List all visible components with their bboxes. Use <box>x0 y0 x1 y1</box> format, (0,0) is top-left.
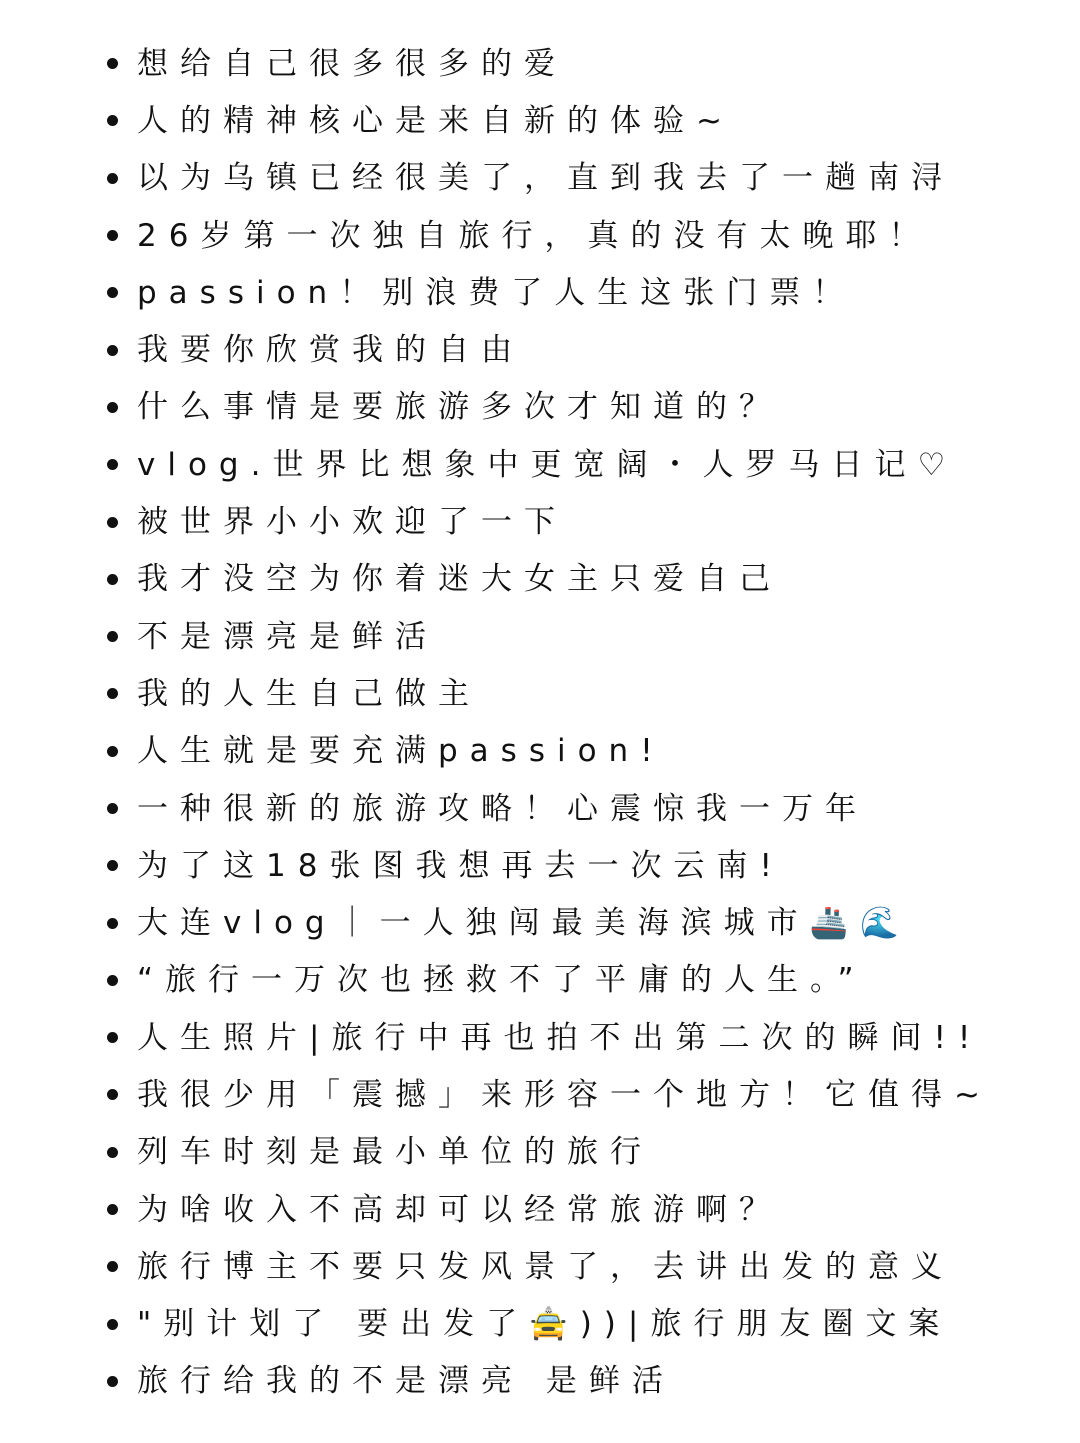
list-item <box>100 1009 1050 1066</box>
list-item <box>100 493 1050 550</box>
bullet-icon <box>107 230 118 241</box>
list-item-text: 为了这18张图我想再去一次云南! <box>137 847 784 884</box>
bullet-icon <box>107 345 118 356</box>
list-item-text: 大连vlog｜一人独闯最美海滨城市🚢🌊 <box>137 905 911 942</box>
bullet-icon <box>107 1089 118 1100</box>
list-item-text: 人生照片|旅行中再也拍不出第二次的瞬间!! <box>137 1019 983 1056</box>
list-item-text: 被世界小小欢迎了一下 <box>137 504 567 541</box>
list-item <box>100 608 1050 665</box>
list-item-text: 我要你欣赏我的自由 <box>137 332 524 369</box>
list-item-text: 想给自己很多很多的爱 <box>137 45 567 82</box>
list-item <box>100 321 1050 378</box>
list-item-text: 列车时刻是最小单位的旅行 <box>137 1134 653 1171</box>
list-item <box>100 207 1050 264</box>
bullet-icon <box>107 517 118 528</box>
list-item-text: 我的人生自己做主 <box>137 675 481 712</box>
bullet-icon <box>107 1204 118 1215</box>
list-item-text: 旅行给我的不是漂亮 是鲜活 <box>137 1363 675 1400</box>
title-list <box>100 35 1050 1410</box>
list-item <box>100 723 1050 780</box>
bullet-icon <box>107 918 118 929</box>
list-item <box>100 264 1050 321</box>
bullet-icon <box>107 402 118 413</box>
list-item <box>100 92 1050 149</box>
list-item-text: "别计划了 要出发了🚖))|旅行朋友圈文案 <box>137 1306 952 1343</box>
list-item <box>100 1066 1050 1123</box>
list-item-text: 26岁第一次独自旅行，真的没有太晚耶！ <box>137 217 932 254</box>
list-item <box>100 894 1050 951</box>
list-item <box>100 837 1050 894</box>
list-item-text: 我才没空为你着迷大女主只爱自己 <box>137 561 782 598</box>
list-item <box>100 1353 1050 1410</box>
bullet-icon <box>107 1319 118 1330</box>
list-item <box>100 1238 1050 1295</box>
list-item <box>100 150 1050 207</box>
list-item <box>100 1296 1050 1353</box>
bullet-icon <box>107 975 118 986</box>
bullet-icon <box>107 803 118 814</box>
list-item <box>100 1124 1050 1181</box>
list-item <box>100 35 1050 92</box>
list-item-text: “旅行一万次也拯救不了平庸的人生。” <box>137 962 866 999</box>
bullet-icon <box>107 459 118 470</box>
bullet-icon <box>107 1261 118 1272</box>
bullet-icon <box>107 58 118 69</box>
list-item-text: passion！别浪费了人生这张门票！ <box>137 274 856 311</box>
bullet-icon <box>107 574 118 585</box>
bullet-icon <box>107 115 118 126</box>
bullet-icon <box>107 688 118 699</box>
list-item <box>100 780 1050 837</box>
list-item <box>100 379 1050 436</box>
list-item-text: 为啥收入不高却可以经常旅游啊？ <box>137 1191 782 1228</box>
list-item-text: 以为乌镇已经很美了，直到我去了一趟南浔 <box>137 160 954 197</box>
bullet-icon <box>107 173 118 184</box>
bullet-icon <box>107 1376 118 1387</box>
list-item <box>100 436 1050 493</box>
list-item-text: 人的精神核心是来自新的体验~ <box>137 102 734 139</box>
list-item-text: vlog.世界比想象中更宽阔・人罗马日记♡ <box>137 446 958 483</box>
list-item <box>100 665 1050 722</box>
bullet-icon <box>107 287 118 298</box>
list-item-text: 不是漂亮是鲜活 <box>137 618 438 655</box>
list-item <box>100 1181 1050 1238</box>
bullet-icon <box>107 631 118 642</box>
list-item <box>100 551 1050 608</box>
list-item <box>100 952 1050 1009</box>
bullet-icon <box>107 1147 118 1158</box>
list-item-text: 旅行博主不要只发风景了，去讲出发的意义 <box>137 1248 954 1285</box>
bullet-icon <box>107 1032 118 1043</box>
list-item-text: 一种很新的旅游攻略！心震惊我一万年 <box>137 790 868 827</box>
bullet-icon <box>107 746 118 757</box>
bullet-icon <box>107 860 118 871</box>
list-item-text: 什么事情是要旅游多次才知道的？ <box>137 389 782 426</box>
list-item-text: 人生就是要充满passion! <box>137 733 665 770</box>
list-item-text: 我很少用「震撼」来形容一个地方！它值得~ <box>137 1076 992 1113</box>
